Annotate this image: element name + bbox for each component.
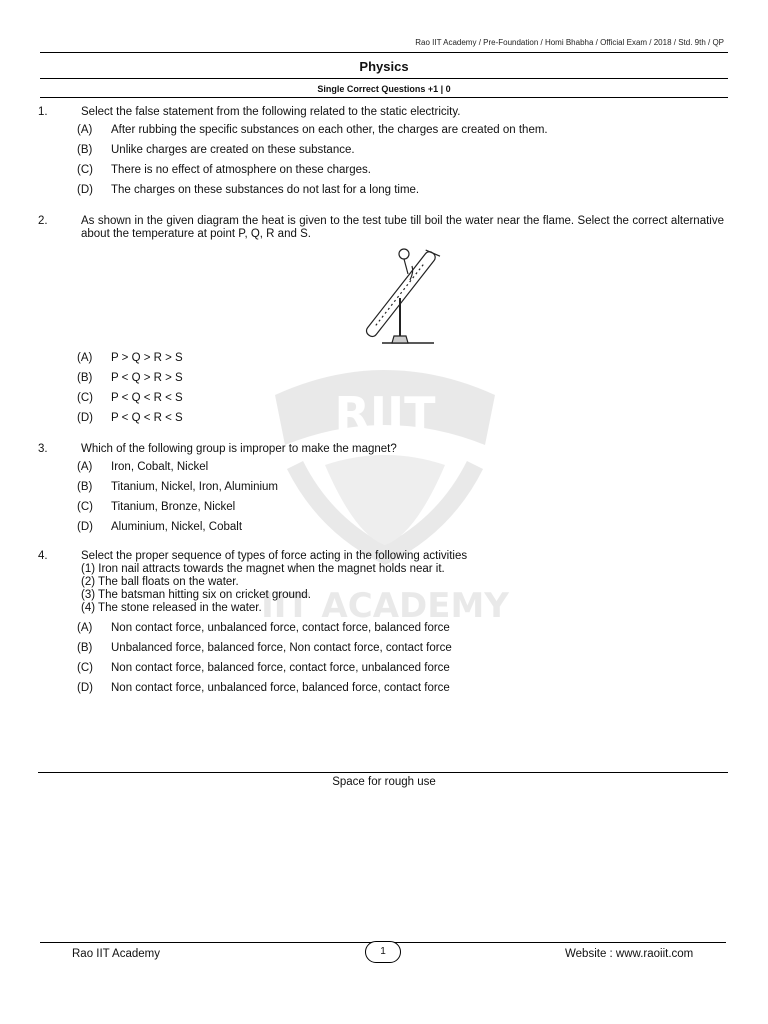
sub-item: (2) The ball floats on the water. <box>81 576 239 588</box>
option-text: P < Q > R > S <box>111 372 183 384</box>
section-heading: Single Correct Questions +1 | 0 <box>317 84 451 94</box>
option-text: Titanium, Nickel, Iron, Aluminium <box>111 481 279 493</box>
footer-website: Website : www.raoiit.com <box>565 948 694 960</box>
section-divider <box>40 97 728 98</box>
breadcrumb: Rao IIT Academy / Pre-Foundation / Homi Bhabha / Official Exam / 2018 / Std. 9th / QP <box>415 38 724 47</box>
option-label: (A) <box>77 352 93 364</box>
title-divider <box>40 78 728 79</box>
option-text: Titanium, Bronze, Nickel <box>111 501 236 513</box>
option-text: Non contact force, balanced force, contact force, unbalanced force <box>111 662 450 674</box>
option-text: P < Q < R < S <box>111 412 183 424</box>
option-label: (C) <box>77 662 93 674</box>
question-text: As shown in the given diagram the heat is given to the test tube till boil the water near the flame. Select the correct alternative about the temperature at point P, Q, R and S. <box>81 215 724 240</box>
test-tube-diagram-image <box>352 240 447 352</box>
question-text: Which of the following group is improper to make the magnet? <box>81 443 397 455</box>
option-label: (B) <box>77 144 93 156</box>
option-text: Unbalanced force, balanced force, Non contact force, contact force <box>111 642 452 654</box>
option-text: After rubbing the specific substances on each other, the charges are created on them. <box>111 124 548 136</box>
option-label: (A) <box>77 622 93 634</box>
option-label: (A) <box>77 461 93 473</box>
option-label: (C) <box>77 392 93 404</box>
question-number: 3. <box>38 443 48 455</box>
page-title: Physics <box>359 59 409 74</box>
option-text: Non contact force, unbalanced force, balanced force, contact force <box>111 682 450 694</box>
option-text: P < Q < R < S <box>111 392 183 404</box>
option-label: (B) <box>77 642 93 654</box>
rough-space-divider <box>38 772 728 773</box>
option-text: Non contact force, unbalanced force, contact force, balanced force <box>111 622 450 634</box>
option-text: Unlike charges are created on these substance. <box>111 144 355 156</box>
option-label: (A) <box>77 124 93 136</box>
question-number: 2. <box>38 215 48 227</box>
option-text: Aluminium, Nickel, Cobalt <box>111 521 243 533</box>
svg-text:RIIT: RIIT <box>334 387 436 441</box>
option-label: (C) <box>77 164 93 176</box>
sub-item: (4) The stone released in the water. <box>81 602 262 614</box>
option-text: There is no effect of atmosphere on these charges. <box>111 164 371 176</box>
option-label: (C) <box>77 501 93 513</box>
question-number: 4. <box>38 550 48 562</box>
watermark-logo-image <box>235 355 535 625</box>
option-label: (D) <box>77 412 93 424</box>
option-text: P > Q > R > S <box>111 352 183 364</box>
footer-brand: Rao IIT Academy <box>72 948 160 960</box>
question-text: Select the proper sequence of types of force acting in the following activities <box>81 550 468 562</box>
page-number: 1 <box>365 941 401 963</box>
sub-item: (1) Iron nail attracts towards the magnet when the magnet holds near it. <box>81 563 445 575</box>
rough-space-label: Space for rough use <box>332 776 436 788</box>
option-label: (D) <box>77 521 93 533</box>
option-label: (D) <box>77 682 93 694</box>
svg-text:IIT ACADEMY: IIT ACADEMY <box>261 586 509 625</box>
option-text: The charges on these substances do not last for a long time. <box>111 184 420 196</box>
option-text: Iron, Cobalt, Nickel <box>111 461 209 473</box>
sub-item: (3) The batsman hitting six on cricket ground. <box>81 589 311 601</box>
question-number: 1. <box>38 106 48 118</box>
option-label: (D) <box>77 184 93 196</box>
option-label: (B) <box>77 372 93 384</box>
question-text: Select the false statement from the following related to the static electricity. <box>81 106 461 118</box>
header-divider <box>40 52 728 53</box>
option-label: (B) <box>77 481 93 493</box>
